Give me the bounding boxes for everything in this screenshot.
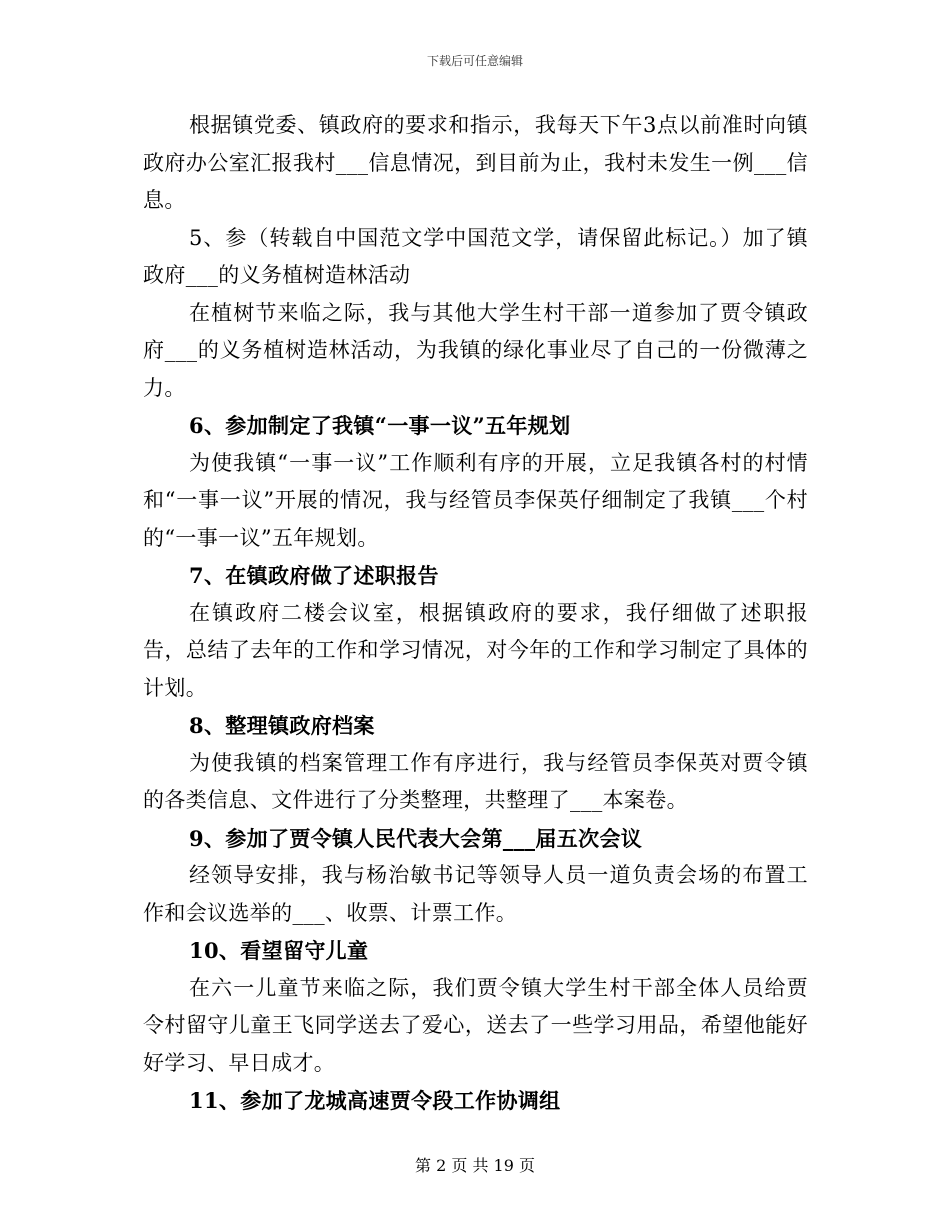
section-heading: 9、参加了贾令镇人民代表大会第___届五次会议	[189, 825, 643, 851]
paragraph: 在镇政府二楼会议室，根据镇政府的要求，我仔细做了述职报告，总结了去年的工作和学习情况，对今年的工作和学习制定了具体的计划。	[143, 600, 808, 700]
document-body	[143, 107, 808, 1120]
paragraph: 为使我镇的档案管理工作有序进行，我与经管员李保英对贾令镇的各类信息、文件进行了分类整理，共整理了___本案卷。	[143, 750, 808, 812]
paragraph: 5、参（转载自中国范文学中国范文学，请保留此标记。）加了镇政府___的义务植树造林活动	[143, 225, 808, 287]
section-heading: 10、看望留守儿童	[189, 938, 369, 963]
section-heading: 7、在镇政府做了述职报告	[189, 563, 439, 588]
section-heading: 8、整理镇政府档案	[189, 713, 375, 738]
section-heading: 11、参加了龙城高速贾令段工作协调组	[189, 1088, 561, 1113]
paragraph: 在植树节来临之际，我与其他大学生村干部一道参加了贾令镇政府___的义务植树造林活动，为我镇的绿化事业尽了自己的一份微薄之力。	[143, 300, 808, 400]
paragraph: 在六一儿童节来临之际，我们贾令镇大学生村干部全体人员给贾令村留守儿童王飞同学送去了爱心，送去了一些学习用品，希望他能好好学习、早日成才。	[143, 975, 808, 1075]
page-number: 第 2 页 共 19 页	[415, 1156, 535, 1175]
paragraph: 为使我镇“一事一议”工作顺利有序的开展，立足我镇各村的村情和“一事一议”开展的情况，我与经管员李保英仔细制定了我镇___个村的“一事一议”五年规划。	[143, 450, 808, 550]
section-heading: 6、参加制定了我镇“一事一议”五年规划	[189, 413, 571, 438]
paragraph: 根据镇党委、镇政府的要求和指示，我每天下午3点以前准时向镇政府办公室汇报我村___信息情况，到目前为止，我村未发生一例___信息。	[143, 113, 808, 212]
page-header: 下载后可任意编辑	[426, 54, 523, 68]
paragraph: 经领导安排，我与杨治敏书记等领导人员一道负责会场的布置工作和会议选举的___、收票、计票工作。	[143, 863, 808, 925]
